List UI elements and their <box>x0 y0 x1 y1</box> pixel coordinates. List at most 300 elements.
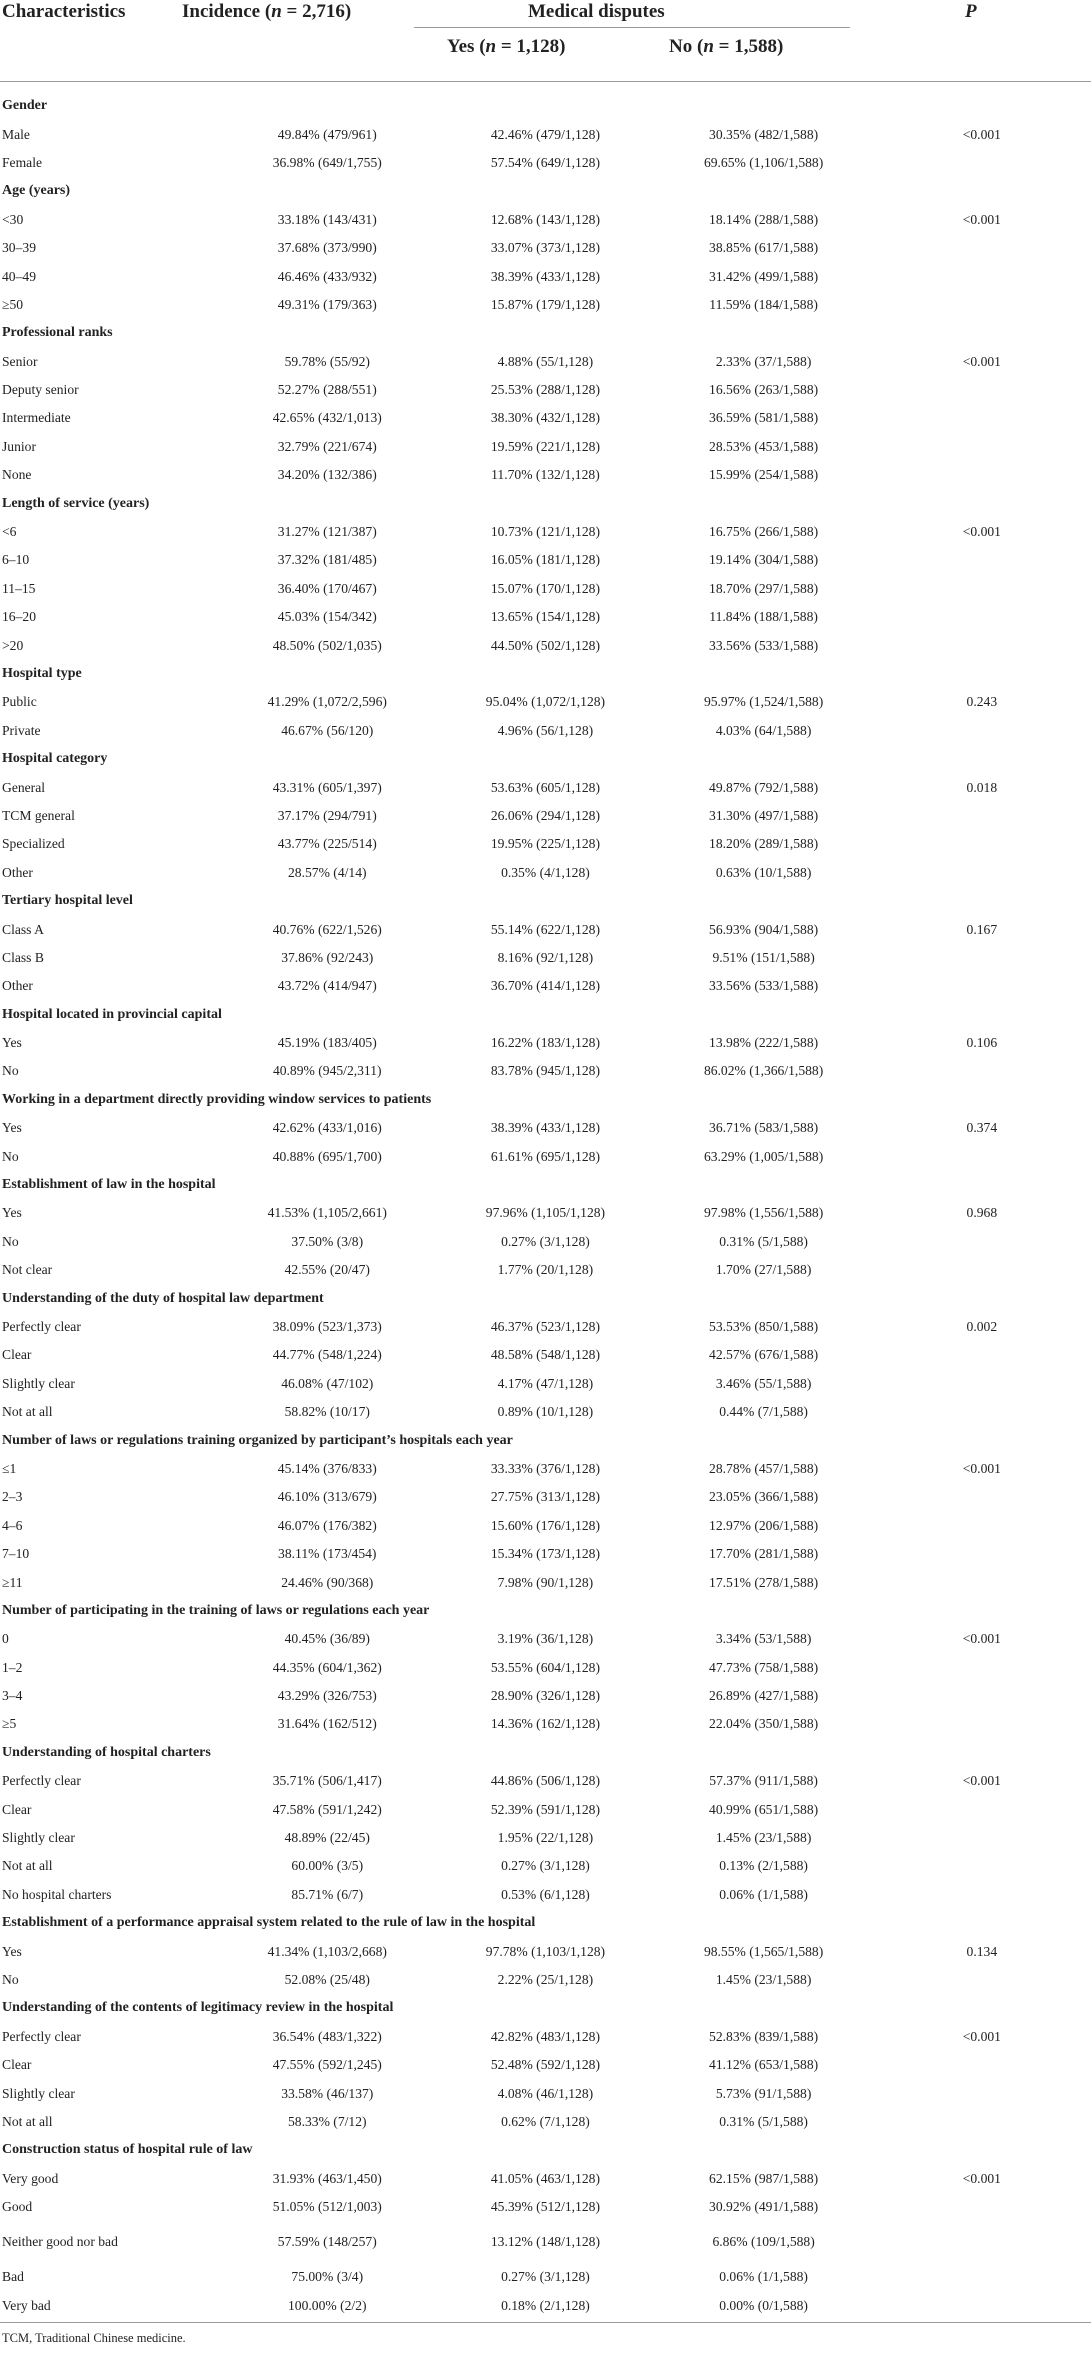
disputes-yes-cell: 14.36% (162/1,128) <box>490 1716 600 1732</box>
incidence-cell: 32.79% (221/674) <box>277 438 377 454</box>
section-header-row <box>0 1994 1091 2022</box>
p-value-cell <box>873 1228 1091 1256</box>
table-row <box>0 461 1091 489</box>
incidence-cell: 46.46% (433/932) <box>277 268 377 284</box>
disputes-no-cell: 42.57% (676/1,588) <box>709 1347 819 1363</box>
p-value-cell: 0.106 <box>966 1035 998 1051</box>
table-row <box>0 262 1091 290</box>
disputes-yes-cell: 38.39% (433/1,128) <box>490 1120 600 1136</box>
incidence-cell: 45.03% (154/342) <box>277 609 377 625</box>
incidence-cell: 43.31% (605/1,397) <box>272 779 382 795</box>
row-label: Class B <box>2 949 44 965</box>
incidence-cell: 44.35% (604/1,362) <box>272 1659 382 1675</box>
group-header-rule <box>414 27 850 28</box>
incidence-cell: 60.00% (3/5) <box>291 1858 364 1874</box>
table-row <box>0 120 1091 148</box>
row-label: Not at all <box>2 2113 53 2129</box>
p-value-cell <box>873 830 1091 858</box>
table-row <box>0 688 1091 716</box>
disputes-no-cell: 17.70% (281/1,588) <box>709 1546 819 1562</box>
disputes-no-cell: 18.70% (297/1,588) <box>709 580 819 596</box>
row-label: ≥50 <box>2 296 24 312</box>
row-label: TCM general <box>2 807 75 823</box>
disputes-no-cell: 69.65% (1,106/1,588) <box>703 154 824 170</box>
disputes-yes-cell: 57.54% (649/1,128) <box>490 154 600 170</box>
p-value-cell <box>873 2263 1091 2291</box>
table-row <box>0 1625 1091 1653</box>
row-label: Senior <box>2 353 38 369</box>
p-value-cell <box>873 234 1091 262</box>
incidence-cell: 100.00% (2/2) <box>287 2297 367 2313</box>
table-row <box>0 1142 1091 1170</box>
disputes-yes-cell: 4.17% (47/1,128) <box>497 1375 594 1391</box>
row-label: Slightly clear <box>2 2085 75 2101</box>
incidence-cell: 38.11% (173/454) <box>278 1546 377 1562</box>
row-label: Deputy senior <box>2 382 79 398</box>
table-row <box>0 1937 1091 1965</box>
incidence-cell: 37.17% (294/791) <box>277 807 377 823</box>
p-value-cell <box>873 1256 1091 1284</box>
p-value-cell <box>873 1710 1091 1738</box>
section-header: Establishment of a performance appraisal system related to the rule of law in the hospital <box>2 1915 536 1931</box>
table-row <box>0 1057 1091 1085</box>
row-label: Yes <box>2 1943 22 1959</box>
row-label: Public <box>2 694 37 710</box>
row-label: 16–20 <box>2 609 36 625</box>
section-header: Hospital located in provincial capital <box>2 1006 222 1022</box>
row-label: Specialized <box>2 836 65 852</box>
disputes-yes-cell: 15.60% (176/1,128) <box>490 1517 600 1533</box>
incidence-cell: 42.62% (433/1,016) <box>272 1120 382 1136</box>
row-label: No hospital charters <box>2 1886 112 1902</box>
table-row <box>0 376 1091 404</box>
disputes-yes-cell: 13.65% (154/1,128) <box>490 609 600 625</box>
row-label: 3–4 <box>2 1688 23 1704</box>
incidence-cell: 59.78% (55/92) <box>284 353 370 369</box>
table-row <box>0 1710 1091 1738</box>
disputes-yes-cell: 19.59% (221/1,128) <box>490 438 600 454</box>
disputes-no-cell: 0.31% (5/1,588) <box>719 1233 808 1249</box>
table-row <box>0 2079 1091 2107</box>
disputes-yes-cell: 8.16% (92/1,128) <box>497 949 594 965</box>
disputes-no-cell: 0.13% (2/1,588) <box>719 1858 808 1874</box>
table-row <box>0 1370 1091 1398</box>
section-header: Tertiary hospital level <box>2 893 133 909</box>
section-header: Hospital category <box>2 751 108 767</box>
disputes-yes-cell: 10.73% (121/1,128) <box>490 524 600 540</box>
disputes-yes-cell: 1.95% (22/1,128) <box>497 1830 594 1846</box>
p-value-cell: <0.001 <box>962 126 1001 142</box>
p-value-cell <box>873 404 1091 432</box>
incidence-cell: 52.08% (25/48) <box>284 1971 370 1987</box>
disputes-no-cell: 4.03% (64/1,588) <box>715 722 812 738</box>
disputes-no-cell: 15.99% (254/1,588) <box>709 467 819 483</box>
section-header: Establishment of law in the hospital <box>2 1177 216 1193</box>
disputes-no-cell: 86.02% (1,366/1,588) <box>703 1063 824 1079</box>
p-value-cell: 0.968 <box>966 1205 998 1221</box>
incidence-cell: 37.32% (181/485) <box>277 552 377 568</box>
table-row <box>0 1966 1091 1994</box>
section-header-row <box>0 1171 1091 1199</box>
row-label: Yes <box>2 1120 22 1136</box>
table-row <box>0 404 1091 432</box>
row-label: 0 <box>2 1631 9 1647</box>
disputes-no-cell: 18.14% (288/1,588) <box>709 211 819 227</box>
disputes-no-cell: 30.35% (482/1,588) <box>709 126 819 142</box>
incidence-cell: 43.77% (225/514) <box>277 836 377 852</box>
incidence-cell: 57.59% (148/257) <box>277 2234 377 2250</box>
p-value-cell <box>873 262 1091 290</box>
p-value-cell <box>873 2193 1091 2221</box>
table-row <box>0 1512 1091 1540</box>
incidence-cell: 36.54% (483/1,322) <box>272 2028 382 2044</box>
incidence-cell: 47.55% (592/1,245) <box>272 2057 382 2073</box>
disputes-no-cell: 52.83% (839/1,588) <box>709 2028 819 2044</box>
row-label: Yes <box>2 1205 22 1221</box>
p-value-cell: <0.001 <box>962 2028 1001 2044</box>
disputes-no-cell: 13.98% (222/1,588) <box>709 1035 819 1051</box>
row-label: Perfectly clear <box>2 1773 81 1789</box>
disputes-no-cell: 97.98% (1,556/1,588) <box>703 1205 824 1221</box>
incidence-cell: 37.68% (373/990) <box>277 240 377 256</box>
row-label: Junior <box>2 438 36 454</box>
p-value-cell: <0.001 <box>962 211 1001 227</box>
disputes-no-cell: 1.70% (27/1,588) <box>715 1262 812 1278</box>
disputes-yes-cell: 0.89% (10/1,128) <box>497 1404 594 1420</box>
row-label: Perfectly clear <box>2 1318 81 1334</box>
table-row <box>0 2263 1091 2291</box>
disputes-no-cell: 98.55% (1,565/1,588) <box>703 1943 824 1959</box>
table-row <box>0 1455 1091 1483</box>
disputes-yes-cell: 11.70% (132/1,128) <box>491 467 600 483</box>
table-row <box>0 2023 1091 2051</box>
incidence-cell: 47.58% (591/1,242) <box>272 1801 382 1817</box>
table-row <box>0 717 1091 745</box>
table-row <box>0 1029 1091 1057</box>
row-label: Intermediate <box>2 410 71 426</box>
p-value-cell <box>873 944 1091 972</box>
header-incidence: Incidence (n = 2,716) <box>182 1 352 22</box>
p-value-cell <box>873 1966 1091 1994</box>
p-value-cell: <0.001 <box>962 524 1001 540</box>
disputes-yes-cell: 25.53% (288/1,128) <box>490 382 600 398</box>
table-row <box>0 149 1091 177</box>
p-value-cell <box>873 1795 1091 1823</box>
row-label: No <box>2 1233 19 1249</box>
p-value-cell <box>873 2051 1091 2079</box>
p-value-cell: <0.001 <box>962 1773 1001 1789</box>
table-row <box>0 1653 1091 1681</box>
disputes-no-cell: 17.51% (278/1,588) <box>709 1574 819 1590</box>
disputes-no-cell: 36.59% (581/1,588) <box>709 410 819 426</box>
disputes-no-cell: 0.00% (0/1,588) <box>719 2297 808 2313</box>
table-row <box>0 1483 1091 1511</box>
disputes-yes-cell: 7.98% (90/1,128) <box>497 1574 594 1590</box>
incidence-cell: 49.84% (479/961) <box>277 126 377 142</box>
p-value-cell <box>873 972 1091 1000</box>
disputes-yes-cell: 42.82% (483/1,128) <box>490 2028 600 2044</box>
disputes-yes-cell: 38.30% (432/1,128) <box>490 410 600 426</box>
disputes-no-cell: 3.46% (55/1,588) <box>715 1375 812 1391</box>
row-label: Neither good nor bad <box>2 2234 118 2250</box>
row-label: Good <box>2 2199 33 2215</box>
section-header-row <box>0 2136 1091 2164</box>
p-value-cell: <0.001 <box>962 1631 1001 1647</box>
disputes-no-cell: 95.97% (1,524/1,588) <box>703 694 824 710</box>
incidence-cell: 42.65% (432/1,013) <box>272 410 382 426</box>
row-label: Not at all <box>2 1404 53 1420</box>
p-value-cell <box>873 2221 1091 2263</box>
incidence-cell: 46.07% (176/382) <box>277 1517 377 1533</box>
disputes-no-cell: 18.20% (289/1,588) <box>709 836 819 852</box>
incidence-cell: 42.55% (20/47) <box>284 1262 370 1278</box>
section-header: Understanding of hospital charters <box>2 1744 211 1760</box>
incidence-cell: 41.29% (1,072/2,596) <box>267 694 387 710</box>
incidence-cell: 45.19% (183/405) <box>277 1035 377 1051</box>
p-value-cell <box>873 433 1091 461</box>
disputes-yes-cell: 13.12% (148/1,128) <box>490 2234 600 2250</box>
disputes-no-cell: 47.73% (758/1,588) <box>709 1659 819 1675</box>
disputes-yes-cell: 45.39% (512/1,128) <box>490 2199 600 2215</box>
row-label: Bad <box>2 2269 24 2285</box>
disputes-yes-cell: 15.34% (173/1,128) <box>490 1546 600 1562</box>
table-row <box>0 1341 1091 1369</box>
disputes-yes-cell: 3.19% (36/1,128) <box>497 1631 594 1647</box>
section-header: Number of laws or regulations training organized by participant’s hospitals each year <box>2 1432 513 1448</box>
incidence-cell: 40.76% (622/1,526) <box>272 921 382 937</box>
row-label: Male <box>2 126 30 142</box>
table-row <box>0 1540 1091 1568</box>
header-yes: Yes (n = 1,128) <box>447 36 566 57</box>
disputes-no-cell: 6.86% (109/1,588) <box>712 2234 815 2250</box>
incidence-cell: 40.88% (695/1,700) <box>272 1148 382 1164</box>
row-label: Other <box>2 978 33 994</box>
disputes-no-cell: 33.56% (533/1,588) <box>709 637 819 653</box>
table-bottom-rule <box>0 2322 1091 2323</box>
table-row <box>0 1881 1091 1909</box>
disputes-yes-cell: 97.78% (1,103/1,128) <box>485 1943 606 1959</box>
section-header: Understanding of the contents of legitimacy review in the hospital <box>2 2000 394 2016</box>
table-row <box>0 575 1091 603</box>
incidence-cell: 40.45% (36/89) <box>284 1631 370 1647</box>
disputes-no-cell: 63.29% (1,005/1,588) <box>703 1148 824 1164</box>
p-value-cell <box>873 1398 1091 1426</box>
disputes-yes-cell: 83.78% (945/1,128) <box>490 1063 600 1079</box>
disputes-yes-cell: 46.37% (523/1,128) <box>490 1318 600 1334</box>
disputes-yes-cell: 16.05% (181/1,128) <box>490 552 600 568</box>
disputes-no-cell: 53.53% (850/1,588) <box>709 1318 819 1334</box>
incidence-cell: 41.53% (1,105/2,661) <box>267 1205 387 1221</box>
disputes-no-cell: 40.99% (651/1,588) <box>709 1801 819 1817</box>
disputes-no-cell: 31.30% (497/1,588) <box>709 807 819 823</box>
section-header-row <box>0 1739 1091 1767</box>
table-row <box>0 603 1091 631</box>
disputes-yes-cell: 4.88% (55/1,128) <box>497 353 594 369</box>
disputes-no-cell: 23.05% (366/1,588) <box>709 1489 819 1505</box>
section-header-row <box>0 319 1091 347</box>
disputes-yes-cell: 19.95% (225/1,128) <box>490 836 600 852</box>
p-value-cell <box>873 1682 1091 1710</box>
p-value-cell: 0.243 <box>966 694 998 710</box>
p-value-cell: 0.374 <box>966 1120 998 1136</box>
row-label: ≥5 <box>2 1716 17 1732</box>
p-value-cell <box>873 291 1091 319</box>
p-value-cell <box>873 1142 1091 1170</box>
disputes-no-cell: 41.12% (653/1,588) <box>709 2057 819 2073</box>
p-value-cell: 0.167 <box>966 921 998 937</box>
disputes-yes-cell: 0.18% (2/1,128) <box>501 2297 590 2313</box>
p-value-cell <box>873 461 1091 489</box>
table-row <box>0 859 1091 887</box>
disputes-no-cell: 0.44% (7/1,588) <box>719 1404 808 1420</box>
row-label: Other <box>2 864 33 880</box>
incidence-cell: 44.77% (548/1,224) <box>272 1347 382 1363</box>
table-row <box>0 2051 1091 2079</box>
header-bottom-rule <box>0 81 1091 82</box>
disputes-yes-cell: 97.96% (1,105/1,128) <box>485 1205 606 1221</box>
row-label: 2–3 <box>2 1489 23 1505</box>
row-label: 30–39 <box>2 240 36 256</box>
row-label: Perfectly clear <box>2 2028 81 2044</box>
p-value-cell <box>873 1653 1091 1681</box>
disputes-no-cell: 57.37% (911/1,588) <box>709 1773 818 1789</box>
incidence-cell: 33.18% (143/431) <box>277 211 377 227</box>
header-characteristics: Characteristics <box>2 1 126 22</box>
disputes-no-cell: 62.15% (987/1,588) <box>709 2170 819 2186</box>
incidence-cell: 58.33% (7/12) <box>287 2113 367 2129</box>
table-body <box>0 92 1091 2320</box>
disputes-yes-cell: 52.39% (591/1,128) <box>490 1801 600 1817</box>
section-header: Understanding of the duty of hospital law department <box>2 1290 324 1306</box>
p-value-cell <box>873 1370 1091 1398</box>
disputes-no-cell: 36.71% (583/1,588) <box>709 1120 819 1136</box>
row-label: <30 <box>2 211 24 227</box>
row-label: Clear <box>2 1347 32 1363</box>
table-row <box>0 1398 1091 1426</box>
disputes-no-cell: 1.45% (23/1,588) <box>715 1971 812 1987</box>
disputes-yes-cell: 0.62% (7/1,128) <box>501 2113 590 2129</box>
p-value-cell: <0.001 <box>962 353 1001 369</box>
table-row <box>0 291 1091 319</box>
section-header: Age (years) <box>2 183 71 199</box>
data-table <box>0 92 1091 2320</box>
disputes-yes-cell: 15.07% (170/1,128) <box>490 580 600 596</box>
disputes-no-cell: 16.75% (266/1,588) <box>709 524 819 540</box>
table-row <box>0 1199 1091 1227</box>
row-label: Class A <box>2 921 44 937</box>
p-value-cell <box>873 1568 1091 1596</box>
section-header-row <box>0 887 1091 915</box>
disputes-no-cell: 28.53% (453/1,588) <box>709 438 819 454</box>
disputes-yes-cell: 52.48% (592/1,128) <box>490 2057 600 2073</box>
incidence-cell: 46.10% (313/679) <box>277 1489 377 1505</box>
row-label: Private <box>2 722 41 738</box>
p-value-cell <box>873 546 1091 574</box>
table-row <box>0 2292 1091 2320</box>
disputes-no-cell: 0.63% (10/1,588) <box>715 864 812 880</box>
row-label: Not clear <box>2 1262 53 1278</box>
disputes-yes-cell: 33.07% (373/1,128) <box>490 240 600 256</box>
disputes-yes-cell: 48.58% (548/1,128) <box>490 1347 600 1363</box>
table-row <box>0 915 1091 943</box>
row-label: Female <box>2 154 43 170</box>
disputes-no-cell: 28.78% (457/1,588) <box>709 1460 819 1476</box>
disputes-yes-cell: 0.27% (3/1,128) <box>501 1858 590 1874</box>
incidence-cell: 28.57% (4/14) <box>287 864 367 880</box>
p-value-cell <box>873 1824 1091 1852</box>
p-value-cell <box>873 717 1091 745</box>
incidence-cell: 31.64% (162/512) <box>277 1716 377 1732</box>
incidence-cell: 85.71% (6/7) <box>291 1886 364 1902</box>
incidence-cell: 46.67% (56/120) <box>281 722 374 738</box>
disputes-yes-cell: 12.68% (143/1,128) <box>490 211 600 227</box>
p-value-cell: 0.018 <box>966 779 998 795</box>
header-p-value: P <box>965 1 977 22</box>
disputes-no-cell: 19.14% (304/1,588) <box>709 552 819 568</box>
table-row <box>0 802 1091 830</box>
disputes-yes-cell: 95.04% (1,072/1,128) <box>485 694 606 710</box>
row-label: No <box>2 1063 19 1079</box>
disputes-no-cell: 33.56% (533/1,588) <box>709 978 819 994</box>
disputes-yes-cell: 53.55% (604/1,128) <box>490 1659 600 1675</box>
table-row <box>0 1795 1091 1823</box>
incidence-cell: 24.46% (90/368) <box>281 1574 374 1590</box>
disputes-no-cell: 22.04% (350/1,588) <box>709 1716 819 1732</box>
section-header: Number of participating in the training of laws or regulations each year <box>2 1602 430 1618</box>
table-row <box>0 1228 1091 1256</box>
p-value-cell <box>873 1881 1091 1909</box>
section-header-row <box>0 1426 1091 1454</box>
incidence-cell: 31.27% (121/387) <box>277 524 377 540</box>
p-value-cell: 0.002 <box>966 1318 998 1334</box>
row-label: Not at all <box>2 1858 53 1874</box>
disputes-no-cell: 2.33% (37/1,588) <box>715 353 812 369</box>
disputes-yes-cell: 2.22% (25/1,128) <box>497 1971 594 1987</box>
disputes-yes-cell: 15.87% (179/1,128) <box>490 296 600 312</box>
disputes-yes-cell: 36.70% (414/1,128) <box>490 978 600 994</box>
disputes-no-cell: 16.56% (263/1,588) <box>709 382 819 398</box>
p-value-cell <box>873 1483 1091 1511</box>
incidence-cell: 34.20% (132/386) <box>277 467 377 483</box>
row-label: 11–15 <box>2 580 36 596</box>
row-label: <6 <box>2 524 17 540</box>
incidence-cell: 36.40% (170/467) <box>277 580 377 596</box>
table-row <box>0 546 1091 574</box>
incidence-cell: 41.34% (1,103/2,668) <box>267 1943 387 1959</box>
table-row <box>0 1767 1091 1795</box>
section-header: Construction status of hospital rule of law <box>2 2142 253 2158</box>
incidence-cell: 48.89% (22/45) <box>284 1830 370 1846</box>
table-row <box>0 1682 1091 1710</box>
disputes-no-cell: 30.92% (491/1,588) <box>709 2199 819 2215</box>
row-label: ≤1 <box>2 1460 17 1476</box>
table-row <box>0 773 1091 801</box>
disputes-no-cell: 38.85% (617/1,588) <box>709 240 819 256</box>
disputes-yes-cell: 4.08% (46/1,128) <box>497 2085 594 2101</box>
disputes-yes-cell: 33.33% (376/1,128) <box>490 1460 600 1476</box>
disputes-yes-cell: 0.53% (6/1,128) <box>501 1886 590 1902</box>
section-header-row <box>0 1086 1091 1114</box>
p-value-cell: <0.001 <box>962 2170 1001 2186</box>
section-header-row <box>0 1284 1091 1312</box>
p-value-cell <box>873 603 1091 631</box>
table-row <box>0 518 1091 546</box>
section-header-row <box>0 177 1091 205</box>
row-label: Clear <box>2 2057 32 2073</box>
disputes-yes-cell: 1.77% (20/1,128) <box>497 1262 594 1278</box>
p-value-cell <box>873 1512 1091 1540</box>
p-value-cell <box>873 2079 1091 2107</box>
